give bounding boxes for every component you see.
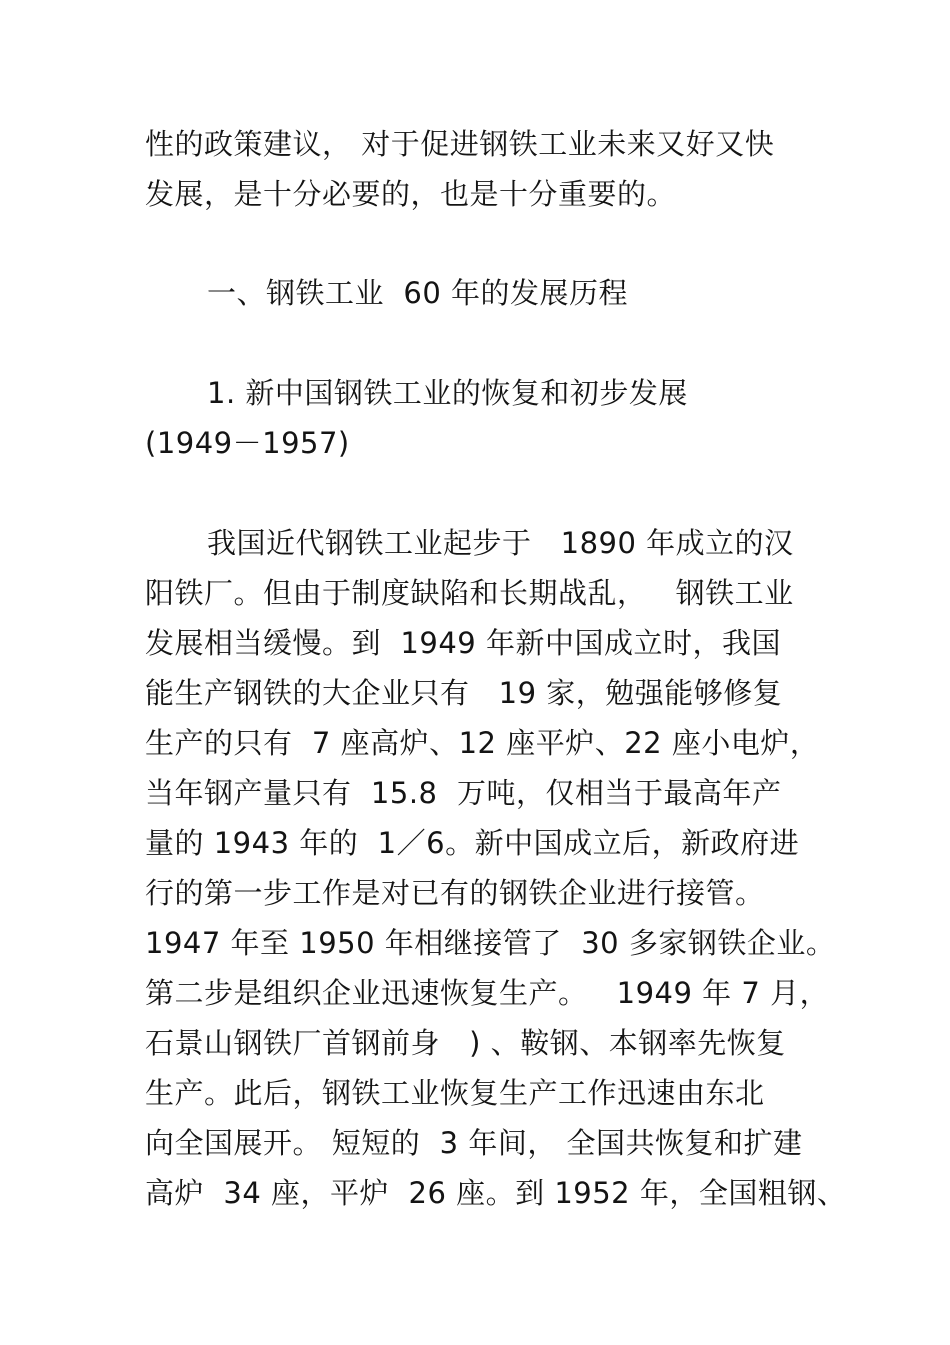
body-text-line: 性的政策建议， 对于促进钢铁工业未来又好又快	[145, 127, 775, 161]
subsection-heading-period: (1949－1957)	[145, 426, 350, 460]
body-text-line: 生产的只有 7 座高炉、12 座平炉、22 座小电炉，	[145, 726, 820, 760]
body-text-line: 能生产钢铁的大企业只有 19 家，勉强能够修复	[145, 676, 783, 710]
body-text-line: 当年钢产量只有 15.8 万吨，仅相当于最高年产	[145, 776, 782, 810]
body-text-line: 生产。此后，钢铁工业恢复生产工作迅速由东北	[145, 1076, 765, 1110]
body-text-line: 量的 1943 年的 1／6。新中国成立后，新政府进	[145, 826, 800, 860]
body-text-line: 1947 年至 1950 年相继接管了 30 多家钢铁企业。	[145, 926, 836, 960]
body-text-line: 高炉 34 座，平炉 26 座。到 1952 年，全国粗钢、	[145, 1176, 847, 1210]
body-text-line: 向全国展开。 短短的 3 年间， 全国共恢复和扩建	[145, 1126, 803, 1160]
body-text-line: 行的第一步工作是对已有的钢铁企业进行接管。	[145, 876, 765, 910]
subsection-heading: 1. 新中国钢铁工业的恢复和初步发展	[207, 376, 688, 410]
body-text-line: 发展，是十分必要的，也是十分重要的。	[145, 177, 677, 211]
body-text-line: 石景山钢铁厂首钢前身 ) 、鞍钢、本钢率先恢复	[145, 1026, 786, 1060]
body-text-line: 我国近代钢铁工业起步于 1890 年成立的汉	[207, 526, 794, 560]
body-text-line: 发展相当缓慢。到 1949 年新中国成立时，我国	[145, 626, 781, 660]
body-text-line: 第二步是组织企业迅速恢复生产。 1949 年 7 月，	[145, 976, 830, 1010]
section-heading: 一、钢铁工业 60 年的发展历程	[207, 276, 629, 310]
body-text-line: 阳铁厂。但由于制度缺陷和长期战乱， 钢铁工业	[145, 576, 794, 610]
